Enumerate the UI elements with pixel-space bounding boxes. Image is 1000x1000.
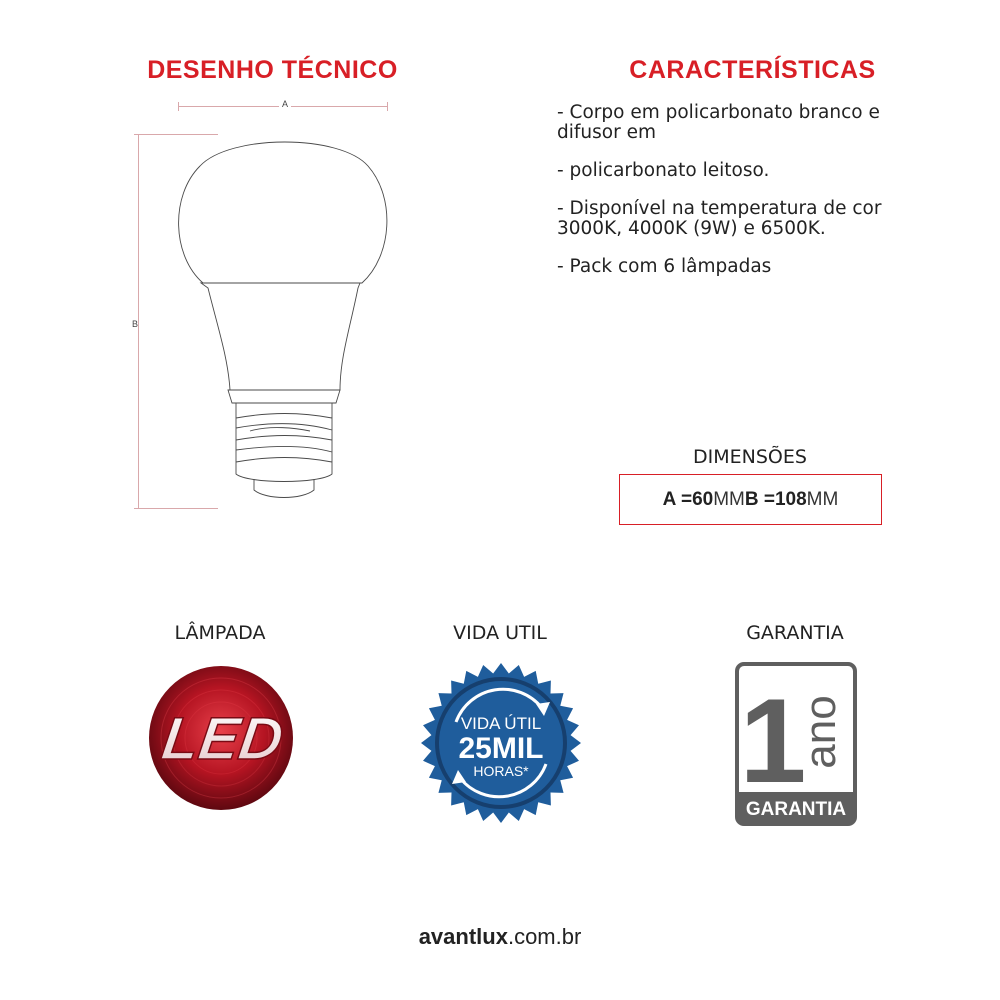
garantia-number: 1	[739, 674, 807, 808]
bulb-technical-drawing	[170, 128, 400, 518]
dimension-b-label: B	[132, 319, 139, 329]
feature-item: - Pack com 6 lâmpadas	[557, 256, 772, 277]
feature-item: - Disponível na temperatura de cor 3000K, 4000K (9W) e 6500K.	[557, 198, 882, 239]
dimension-a-label: A	[279, 99, 291, 109]
features-list	[557, 103, 937, 295]
lampada-title: LÂMPADA	[174, 622, 266, 644]
vida-util-line2: 25MIL	[458, 732, 544, 765]
led-badge-text: LED	[157, 704, 288, 772]
section-title-caracteristicas: CARACTERÍSTICAS	[629, 56, 876, 84]
garantia-word: ano	[796, 695, 845, 769]
vida-util-line1: VIDA ÚTIL	[460, 714, 542, 733]
dimension-a-unit: MM	[713, 488, 745, 510]
vida-util-title: VIDA UTIL	[453, 622, 547, 644]
dimension-a-value: 60	[692, 488, 714, 510]
garantia-title: GARANTIA	[746, 622, 844, 644]
vida-util-seal-icon	[418, 660, 584, 826]
garantia-footer: GARANTIA	[745, 799, 847, 820]
garantia-badge-icon	[735, 662, 857, 826]
dimension-b-unit: MM	[806, 488, 839, 510]
dimension-b-text: B =	[744, 488, 775, 510]
footer-brand: avantlux	[418, 924, 508, 949]
vida-util-line3: HORAS*	[473, 763, 529, 779]
dimensions-box	[619, 474, 882, 525]
footer-domain: .com.br	[507, 924, 582, 949]
dimension-b-value: 108	[774, 488, 807, 510]
feature-item: - Corpo em policarbonato branco e difusor em	[557, 102, 880, 143]
footer-website[interactable]	[0, 924, 1000, 950]
dimension-a-text: A =	[662, 488, 693, 510]
feature-item: - policarbonato leitoso.	[557, 160, 770, 181]
dimensions-title: DIMENSÕES	[693, 446, 807, 468]
led-badge-icon	[148, 665, 294, 811]
section-title-desenho-tecnico: DESENHO TÉCNICO	[147, 56, 398, 84]
